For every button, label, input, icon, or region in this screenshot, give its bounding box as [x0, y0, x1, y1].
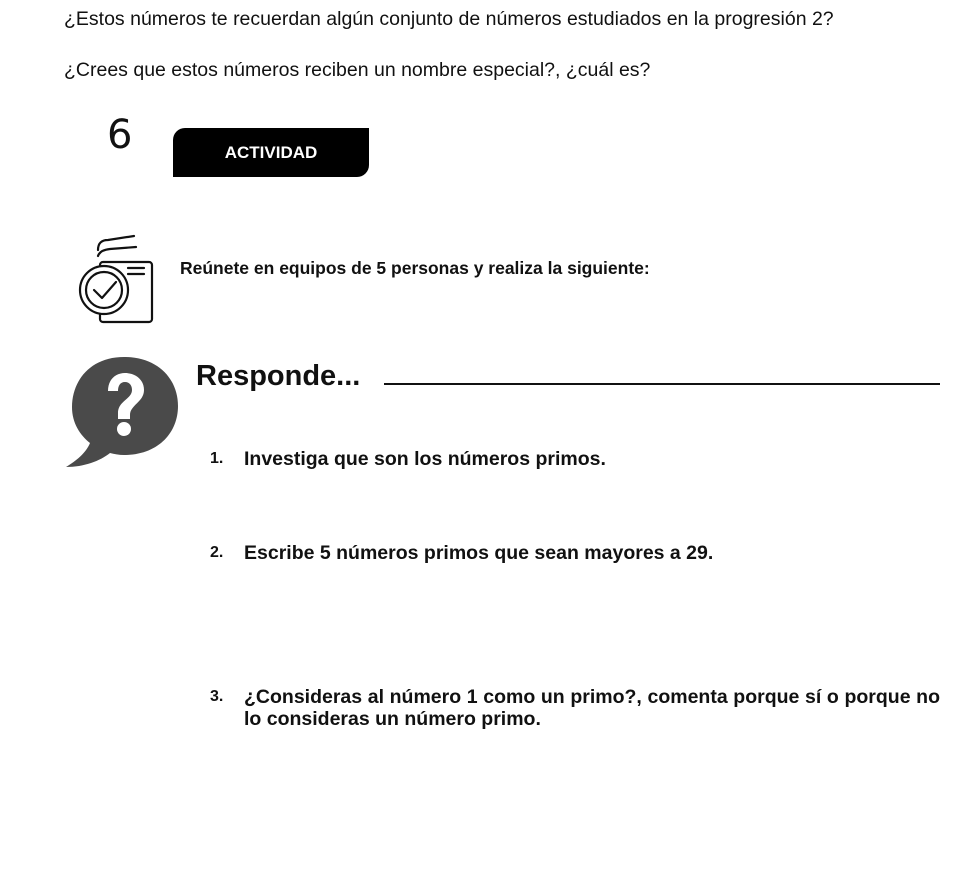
clipboard-check-icon: [74, 232, 160, 326]
team-instruction: Reúnete en equipos de 5 personas y realiza la siguiente:: [180, 258, 650, 278]
list-item: [210, 448, 940, 478]
item-number: 2.: [210, 544, 224, 561]
activity-number: 6: [107, 112, 133, 158]
answer-line: [384, 383, 940, 385]
question-bubble-icon: [62, 353, 184, 471]
item-text: Investiga que son los números primos.: [244, 448, 606, 470]
activity-badge: [173, 128, 369, 177]
activity-label: ACTIVIDAD: [224, 142, 318, 162]
item-number: 1.: [210, 450, 224, 467]
item-text: ¿Consideras al número 1 como un primo?, comenta porque sí o porque no lo consideras un número primo.: [244, 686, 940, 730]
list-item: [210, 686, 940, 746]
question-text-1: ¿Estos números te recuerdan algún conjunto de números estudiados en la progresión 2?: [64, 8, 834, 30]
question-text-2: ¿Crees que estos números reciben un nombre especial?, ¿cuál es?: [64, 59, 651, 81]
item-number: 3.: [210, 688, 224, 705]
responde-heading: Responde...: [196, 360, 361, 392]
item-text: Escribe 5 números primos que sean mayores a 29.: [244, 542, 714, 564]
list-item: [210, 542, 940, 572]
